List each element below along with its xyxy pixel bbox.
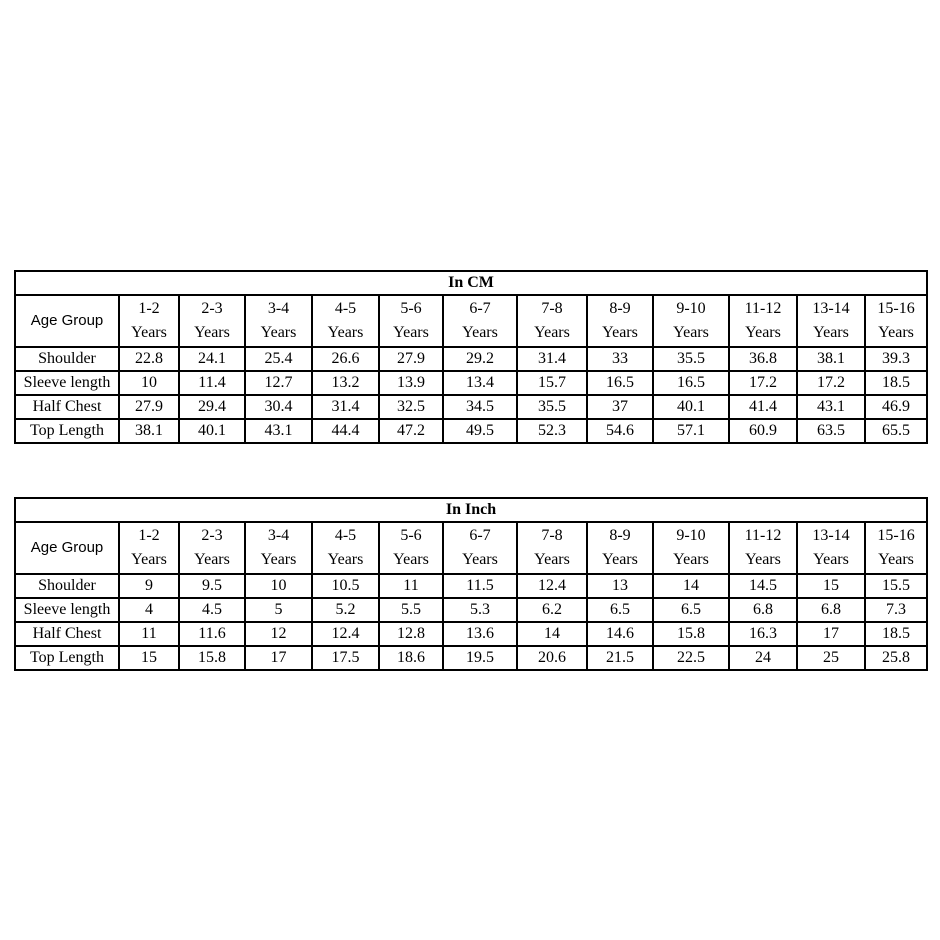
age-group-cell [443, 522, 517, 574]
table-cell: 29.4 [179, 395, 245, 419]
age-range: 5-6 [400, 300, 422, 317]
age-range: 11-12 [744, 300, 782, 317]
table-cell: 40.1 [653, 395, 729, 419]
table-cell: 47.2 [379, 419, 443, 443]
table-row [15, 598, 927, 622]
table-cell: 63.5 [797, 419, 865, 443]
table-cell: 18.6 [379, 646, 443, 670]
age-group-cell [119, 522, 179, 574]
table-cell: 25.4 [245, 347, 312, 371]
table-cell: 19.5 [443, 646, 517, 670]
age-group-cell [245, 295, 312, 347]
row-label: Shoulder [15, 574, 119, 598]
age-range: 15-16 [877, 527, 915, 544]
table-cell: 4 [119, 598, 179, 622]
table-cell: 14.6 [587, 622, 653, 646]
table-cell: 29.2 [443, 347, 517, 371]
table-cell: 26.6 [312, 347, 379, 371]
table-cell: 14.5 [729, 574, 797, 598]
table-cell: 49.5 [443, 419, 517, 443]
age-unit: Years [534, 324, 570, 341]
age-range: 3-4 [267, 300, 290, 317]
table-cell: 12.4 [312, 622, 379, 646]
age-range: 8-9 [609, 300, 631, 317]
size-table-body [15, 498, 927, 670]
age-group-cell [797, 522, 865, 574]
table-cell: 11 [379, 574, 443, 598]
age-group-cell [312, 522, 379, 574]
age-group-cell [653, 295, 729, 347]
table-row [15, 419, 927, 443]
age-group-cell [653, 522, 729, 574]
table-cell: 21.5 [587, 646, 653, 670]
age-group-cell [865, 522, 927, 574]
age-unit: Years [131, 551, 167, 568]
table-cell: 41.4 [729, 395, 797, 419]
table-cell: 9 [119, 574, 179, 598]
age-unit: Years [131, 324, 167, 341]
table-cell: 7.3 [865, 598, 927, 622]
size-table-body [15, 271, 927, 443]
age-range: 3-4 [267, 527, 290, 544]
row-label: Half Chest [15, 395, 119, 419]
table-cell: 25 [797, 646, 865, 670]
age-group-row [15, 295, 927, 347]
table-cell: 5.2 [312, 598, 379, 622]
table-title-row [15, 498, 927, 522]
table-cell: 40.1 [179, 419, 245, 443]
table-cell: 6.8 [729, 598, 797, 622]
table-cell: 17.2 [797, 371, 865, 395]
table-title: In Inch [15, 498, 927, 522]
table-cell: 16.5 [653, 371, 729, 395]
age-group-header: Age Group [15, 522, 119, 574]
table-cell: 60.9 [729, 419, 797, 443]
age-range: 13-14 [812, 527, 850, 544]
table-cell: 4.5 [179, 598, 245, 622]
age-unit: Years [673, 324, 709, 341]
age-unit: Years [745, 551, 781, 568]
table-cell: 5.5 [379, 598, 443, 622]
age-group-cell [865, 295, 927, 347]
table-cell: 22.5 [653, 646, 729, 670]
table-cell: 16.5 [587, 371, 653, 395]
table-cell: 17.5 [312, 646, 379, 670]
table-cell: 31.4 [312, 395, 379, 419]
table-cell: 6.5 [653, 598, 729, 622]
table-cell: 13.6 [443, 622, 517, 646]
age-unit: Years [260, 551, 297, 568]
age-range: 7-8 [541, 300, 563, 317]
table-cell: 24.1 [179, 347, 245, 371]
table-cell: 38.1 [797, 347, 865, 371]
row-label: Top Length [15, 419, 119, 443]
age-unit: Years [745, 324, 781, 341]
table-cell: 39.3 [865, 347, 927, 371]
table-row [15, 622, 927, 646]
age-unit: Years [813, 324, 849, 341]
age-range: 2-3 [201, 300, 223, 317]
age-range: 1-2 [138, 300, 160, 317]
table-cell: 27.9 [119, 395, 179, 419]
age-unit: Years [602, 324, 638, 341]
row-label: Half Chest [15, 622, 119, 646]
age-group-cell [179, 522, 245, 574]
age-unit: Years [602, 551, 638, 568]
age-range: 4-5 [334, 527, 357, 544]
age-range: 9-10 [676, 300, 706, 317]
age-unit: Years [813, 551, 849, 568]
table-cell: 11 [119, 622, 179, 646]
table-cell: 17.2 [729, 371, 797, 395]
age-range: 5-6 [400, 527, 422, 544]
table-cell: 20.6 [517, 646, 587, 670]
table-cell: 12.8 [379, 622, 443, 646]
table-row [15, 347, 927, 371]
table-cell: 15 [119, 646, 179, 670]
row-label: Shoulder [15, 347, 119, 371]
row-label: Sleeve length [15, 598, 119, 622]
table-cell: 52.3 [517, 419, 587, 443]
table-cell: 54.6 [587, 419, 653, 443]
age-range: 13-14 [812, 300, 850, 317]
row-label: Sleeve length [15, 371, 119, 395]
table-cell: 15.7 [517, 371, 587, 395]
age-group-cell [119, 295, 179, 347]
age-unit: Years [673, 551, 709, 568]
table-cell: 15.8 [653, 622, 729, 646]
age-range: 11-12 [744, 527, 782, 544]
age-unit: Years [878, 551, 914, 568]
age-group-cell [729, 522, 797, 574]
table-cell: 35.5 [517, 395, 587, 419]
table-cell: 44.4 [312, 419, 379, 443]
age-range: 7-8 [541, 527, 563, 544]
age-range: 2-3 [201, 527, 223, 544]
table-cell: 13.2 [312, 371, 379, 395]
age-group-cell [587, 522, 653, 574]
table-cell: 18.5 [865, 371, 927, 395]
table-cell: 32.5 [379, 395, 443, 419]
table-cell: 34.5 [443, 395, 517, 419]
age-range: 6-7 [469, 527, 491, 544]
age-group-cell [245, 522, 312, 574]
row-label: Top Length [15, 646, 119, 670]
table-cell: 5 [245, 598, 312, 622]
table-row [15, 646, 927, 670]
table-cell: 57.1 [653, 419, 729, 443]
age-range: 6-7 [469, 300, 491, 317]
age-group-cell [179, 295, 245, 347]
table-cell: 65.5 [865, 419, 927, 443]
table-cell: 17 [245, 646, 312, 670]
age-unit: Years [194, 551, 230, 568]
age-group-cell [517, 295, 587, 347]
age-unit: Years [393, 324, 429, 341]
table-cell: 16.3 [729, 622, 797, 646]
table-cell: 15.5 [865, 574, 927, 598]
age-group-cell [797, 295, 865, 347]
age-unit: Years [327, 551, 364, 568]
table-cell: 13 [587, 574, 653, 598]
table-cell: 6.8 [797, 598, 865, 622]
table-cell: 46.9 [865, 395, 927, 419]
table-cell: 15 [797, 574, 865, 598]
table-cell: 5.3 [443, 598, 517, 622]
age-group-cell [312, 295, 379, 347]
table-cell: 11.4 [179, 371, 245, 395]
table-row [15, 371, 927, 395]
age-range: 8-9 [609, 527, 631, 544]
table-cell: 13.4 [443, 371, 517, 395]
age-group-cell [443, 295, 517, 347]
age-group-cell [379, 295, 443, 347]
table-cell: 24 [729, 646, 797, 670]
age-group-cell [517, 522, 587, 574]
table-cell: 10 [119, 371, 179, 395]
table-cell: 31.4 [517, 347, 587, 371]
age-unit: Years [462, 324, 498, 341]
table-cell: 37 [587, 395, 653, 419]
table-cell: 10 [245, 574, 312, 598]
table-cell: 43.1 [797, 395, 865, 419]
table-cell: 38.1 [119, 419, 179, 443]
table-cell: 12 [245, 622, 312, 646]
age-unit: Years [327, 324, 364, 341]
age-unit: Years [260, 324, 297, 341]
table-cell: 6.2 [517, 598, 587, 622]
age-group-cell [587, 295, 653, 347]
age-unit: Years [393, 551, 429, 568]
table-row [15, 395, 927, 419]
table-cell: 15.8 [179, 646, 245, 670]
table-cell: 30.4 [245, 395, 312, 419]
table-cell: 11.5 [443, 574, 517, 598]
table-cell: 33 [587, 347, 653, 371]
table-cell: 12.4 [517, 574, 587, 598]
age-unit: Years [462, 551, 498, 568]
age-group-row [15, 522, 927, 574]
table-title-row [15, 271, 927, 295]
age-range: 4-5 [334, 300, 357, 317]
age-group-cell [379, 522, 443, 574]
size-table-cm [14, 270, 928, 444]
table-cell: 36.8 [729, 347, 797, 371]
table-cell: 35.5 [653, 347, 729, 371]
age-range: 15-16 [877, 300, 915, 317]
age-unit: Years [534, 551, 570, 568]
table-cell: 22.8 [119, 347, 179, 371]
age-group-header: Age Group [15, 295, 119, 347]
table-cell: 18.5 [865, 622, 927, 646]
age-range: 1-2 [138, 527, 160, 544]
table-cell: 43.1 [245, 419, 312, 443]
table-row [15, 574, 927, 598]
age-range: 9-10 [676, 527, 706, 544]
table-cell: 25.8 [865, 646, 927, 670]
age-group-cell [729, 295, 797, 347]
table-cell: 9.5 [179, 574, 245, 598]
table-cell: 11.6 [179, 622, 245, 646]
table-cell: 12.7 [245, 371, 312, 395]
table-cell: 13.9 [379, 371, 443, 395]
table-cell: 10.5 [312, 574, 379, 598]
size-table-inch [14, 497, 928, 671]
table-cell: 14 [517, 622, 587, 646]
table-title: In CM [15, 271, 927, 295]
age-unit: Years [878, 324, 914, 341]
table-cell: 27.9 [379, 347, 443, 371]
age-unit: Years [194, 324, 230, 341]
table-cell: 17 [797, 622, 865, 646]
table-cell: 6.5 [587, 598, 653, 622]
table-cell: 14 [653, 574, 729, 598]
